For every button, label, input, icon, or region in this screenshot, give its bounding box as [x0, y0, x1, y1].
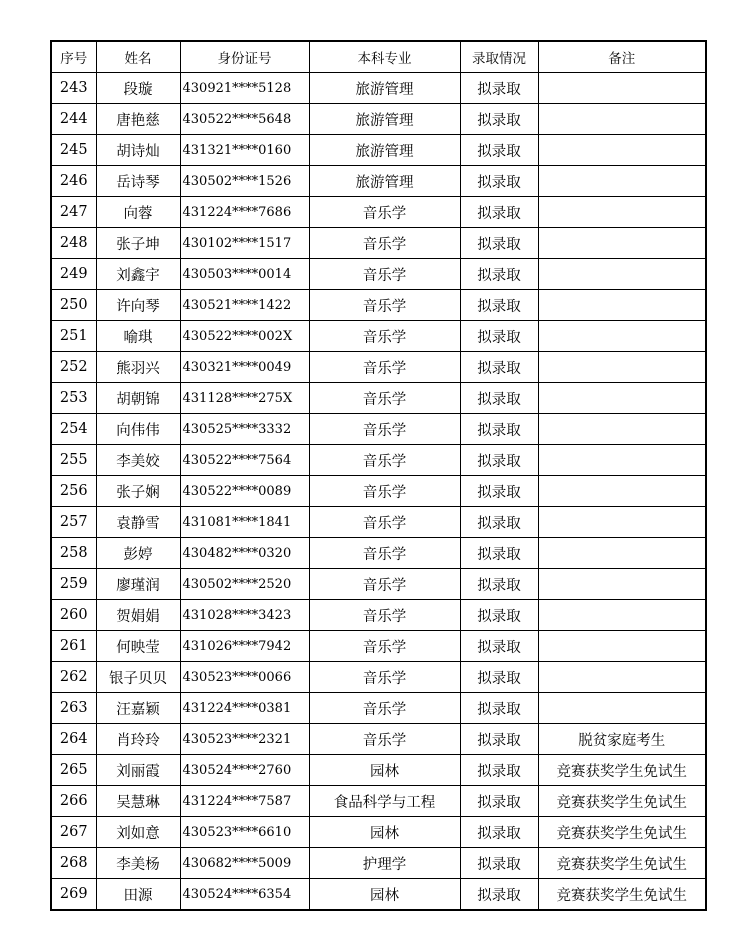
cell-no: 260	[51, 600, 96, 631]
cell-no: 243	[51, 73, 96, 104]
cell-major: 音乐学	[309, 290, 460, 321]
cell-note	[538, 73, 706, 104]
cell-no: 267	[51, 817, 96, 848]
table-row	[51, 786, 706, 817]
cell-id-number: 430525****3332	[180, 414, 309, 445]
cell-id-number: 430502****2520	[180, 569, 309, 600]
cell-no: 247	[51, 197, 96, 228]
table-row	[51, 848, 706, 879]
cell-no: 258	[51, 538, 96, 569]
cell-note	[538, 383, 706, 414]
cell-name: 岳诗琴	[96, 166, 180, 197]
cell-name: 李美姣	[96, 445, 180, 476]
cell-note	[538, 414, 706, 445]
cell-status: 拟录取	[460, 693, 538, 724]
table-row	[51, 693, 706, 724]
cell-no: 255	[51, 445, 96, 476]
cell-no: 254	[51, 414, 96, 445]
cell-no: 246	[51, 166, 96, 197]
cell-major: 园林	[309, 817, 460, 848]
cell-no: 251	[51, 321, 96, 352]
cell-name: 彭婷	[96, 538, 180, 569]
cell-note: 竞赛获奖学生免试生	[538, 817, 706, 848]
cell-id-number: 431028****3423	[180, 600, 309, 631]
cell-status: 拟录取	[460, 507, 538, 538]
cell-status: 拟录取	[460, 290, 538, 321]
cell-id-number: 431224****7686	[180, 197, 309, 228]
cell-note	[538, 104, 706, 135]
cell-major: 旅游管理	[309, 166, 460, 197]
cell-name: 向伟伟	[96, 414, 180, 445]
cell-name: 廖瑾润	[96, 569, 180, 600]
cell-no: 261	[51, 631, 96, 662]
cell-no: 266	[51, 786, 96, 817]
table-body	[51, 73, 706, 911]
header-id: 身份证号	[180, 41, 309, 73]
cell-id-number: 430921****5128	[180, 73, 309, 104]
cell-major: 食品科学与工程	[309, 786, 460, 817]
table-row	[51, 755, 706, 786]
cell-note	[538, 662, 706, 693]
cell-name: 喻琪	[96, 321, 180, 352]
cell-note	[538, 135, 706, 166]
cell-name: 袁静雪	[96, 507, 180, 538]
cell-no: 244	[51, 104, 96, 135]
cell-name: 肖玲玲	[96, 724, 180, 755]
cell-id-number: 430321****0049	[180, 352, 309, 383]
cell-no: 265	[51, 755, 96, 786]
cell-id-number: 430522****0089	[180, 476, 309, 507]
table-row	[51, 73, 706, 104]
cell-status: 拟录取	[460, 538, 538, 569]
cell-status: 拟录取	[460, 228, 538, 259]
cell-note	[538, 507, 706, 538]
header-status: 录取情况	[460, 41, 538, 73]
cell-major: 音乐学	[309, 569, 460, 600]
cell-status: 拟录取	[460, 848, 538, 879]
table-row	[51, 631, 706, 662]
header-name: 姓名	[96, 41, 180, 73]
cell-name: 张子娴	[96, 476, 180, 507]
table-row	[51, 352, 706, 383]
cell-status: 拟录取	[460, 414, 538, 445]
cell-note	[538, 631, 706, 662]
cell-note	[538, 476, 706, 507]
cell-no: 269	[51, 879, 96, 911]
table-row	[51, 538, 706, 569]
cell-major: 旅游管理	[309, 104, 460, 135]
cell-status: 拟录取	[460, 259, 538, 290]
cell-id-number: 430523****0066	[180, 662, 309, 693]
cell-no: 245	[51, 135, 96, 166]
cell-note	[538, 228, 706, 259]
cell-major: 旅游管理	[309, 135, 460, 166]
cell-no: 250	[51, 290, 96, 321]
cell-id-number: 430522****7564	[180, 445, 309, 476]
cell-note: 竞赛获奖学生免试生	[538, 879, 706, 911]
cell-status: 拟录取	[460, 817, 538, 848]
cell-major: 音乐学	[309, 445, 460, 476]
cell-id-number: 431081****1841	[180, 507, 309, 538]
cell-id-number: 431128****275X	[180, 383, 309, 414]
cell-name: 胡诗灿	[96, 135, 180, 166]
cell-id-number: 430523****2321	[180, 724, 309, 755]
cell-status: 拟录取	[460, 73, 538, 104]
cell-name: 李美杨	[96, 848, 180, 879]
cell-note	[538, 290, 706, 321]
cell-no: 257	[51, 507, 96, 538]
cell-id-number: 431224****7587	[180, 786, 309, 817]
cell-status: 拟录取	[460, 166, 538, 197]
table-row	[51, 600, 706, 631]
cell-major: 音乐学	[309, 693, 460, 724]
cell-name: 刘鑫宇	[96, 259, 180, 290]
cell-id-number: 430524****2760	[180, 755, 309, 786]
cell-note: 竞赛获奖学生免试生	[538, 848, 706, 879]
cell-major: 护理学	[309, 848, 460, 879]
cell-note: 竞赛获奖学生免试生	[538, 786, 706, 817]
table-row	[51, 104, 706, 135]
cell-status: 拟录取	[460, 569, 538, 600]
cell-status: 拟录取	[460, 879, 538, 911]
header-major: 本科专业	[309, 41, 460, 73]
header-no: 序号	[51, 41, 96, 73]
cell-id-number: 430521****1422	[180, 290, 309, 321]
cell-no: 259	[51, 569, 96, 600]
table-row	[51, 321, 706, 352]
cell-major: 园林	[309, 755, 460, 786]
cell-status: 拟录取	[460, 321, 538, 352]
cell-no: 253	[51, 383, 96, 414]
cell-name: 刘丽霞	[96, 755, 180, 786]
table-header	[51, 41, 706, 73]
cell-status: 拟录取	[460, 445, 538, 476]
cell-name: 贺娟娟	[96, 600, 180, 631]
table-row	[51, 817, 706, 848]
cell-major: 音乐学	[309, 321, 460, 352]
cell-no: 249	[51, 259, 96, 290]
cell-note: 竞赛获奖学生免试生	[538, 755, 706, 786]
cell-note	[538, 197, 706, 228]
cell-name: 吴慧琳	[96, 786, 180, 817]
table-row	[51, 662, 706, 693]
cell-id-number: 430682****5009	[180, 848, 309, 879]
cell-major: 音乐学	[309, 600, 460, 631]
cell-major: 音乐学	[309, 383, 460, 414]
table-row	[51, 724, 706, 755]
cell-name: 唐艳慈	[96, 104, 180, 135]
table-row	[51, 414, 706, 445]
cell-name: 张子坤	[96, 228, 180, 259]
cell-status: 拟录取	[460, 383, 538, 414]
cell-note	[538, 321, 706, 352]
cell-name: 田源	[96, 879, 180, 911]
cell-name: 何映莹	[96, 631, 180, 662]
cell-id-number: 430523****6610	[180, 817, 309, 848]
cell-major: 音乐学	[309, 538, 460, 569]
cell-id-number: 430503****0014	[180, 259, 309, 290]
table-row	[51, 228, 706, 259]
cell-id-number: 430522****5648	[180, 104, 309, 135]
cell-major: 旅游管理	[309, 73, 460, 104]
header-note: 备注	[538, 41, 706, 73]
cell-major: 音乐学	[309, 228, 460, 259]
cell-no: 268	[51, 848, 96, 879]
cell-name: 许向琴	[96, 290, 180, 321]
table-row	[51, 569, 706, 600]
cell-status: 拟录取	[460, 724, 538, 755]
cell-note	[538, 569, 706, 600]
cell-note	[538, 538, 706, 569]
cell-id-number: 430482****0320	[180, 538, 309, 569]
cell-note	[538, 693, 706, 724]
cell-name: 向蓉	[96, 197, 180, 228]
cell-note	[538, 352, 706, 383]
cell-status: 拟录取	[460, 600, 538, 631]
cell-status: 拟录取	[460, 104, 538, 135]
table-row	[51, 166, 706, 197]
cell-status: 拟录取	[460, 662, 538, 693]
cell-name: 胡朝锦	[96, 383, 180, 414]
table-row	[51, 476, 706, 507]
cell-status: 拟录取	[460, 197, 538, 228]
cell-id-number: 430502****1526	[180, 166, 309, 197]
cell-note	[538, 259, 706, 290]
cell-major: 音乐学	[309, 197, 460, 228]
cell-id-number: 430522****002X	[180, 321, 309, 352]
cell-name: 熊羽兴	[96, 352, 180, 383]
table-row	[51, 507, 706, 538]
cell-major: 音乐学	[309, 352, 460, 383]
cell-status: 拟录取	[460, 786, 538, 817]
cell-major: 音乐学	[309, 507, 460, 538]
cell-major: 音乐学	[309, 631, 460, 662]
table-row	[51, 259, 706, 290]
cell-id-number: 430524****6354	[180, 879, 309, 911]
cell-name: 段璇	[96, 73, 180, 104]
cell-name: 银子贝贝	[96, 662, 180, 693]
cell-status: 拟录取	[460, 476, 538, 507]
cell-major: 音乐学	[309, 724, 460, 755]
cell-status: 拟录取	[460, 135, 538, 166]
cell-id-number: 431224****0381	[180, 693, 309, 724]
cell-no: 262	[51, 662, 96, 693]
table-row	[51, 879, 706, 911]
table-row	[51, 445, 706, 476]
cell-major: 园林	[309, 879, 460, 911]
cell-note	[538, 166, 706, 197]
table-row	[51, 383, 706, 414]
admission-table	[50, 40, 707, 911]
cell-status: 拟录取	[460, 352, 538, 383]
cell-status: 拟录取	[460, 755, 538, 786]
table-row	[51, 290, 706, 321]
cell-note: 脱贫家庭考生	[538, 724, 706, 755]
table-row	[51, 197, 706, 228]
cell-name: 汪嘉颖	[96, 693, 180, 724]
header-row	[51, 41, 706, 73]
cell-no: 252	[51, 352, 96, 383]
cell-no: 248	[51, 228, 96, 259]
cell-major: 音乐学	[309, 259, 460, 290]
cell-name: 刘如意	[96, 817, 180, 848]
cell-no: 263	[51, 693, 96, 724]
cell-status: 拟录取	[460, 631, 538, 662]
cell-major: 音乐学	[309, 662, 460, 693]
cell-id-number: 431026****7942	[180, 631, 309, 662]
cell-note	[538, 445, 706, 476]
cell-major: 音乐学	[309, 476, 460, 507]
cell-id-number: 430102****1517	[180, 228, 309, 259]
cell-note	[538, 600, 706, 631]
cell-id-number: 431321****0160	[180, 135, 309, 166]
cell-major: 音乐学	[309, 414, 460, 445]
cell-no: 256	[51, 476, 96, 507]
cell-no: 264	[51, 724, 96, 755]
table-row	[51, 135, 706, 166]
